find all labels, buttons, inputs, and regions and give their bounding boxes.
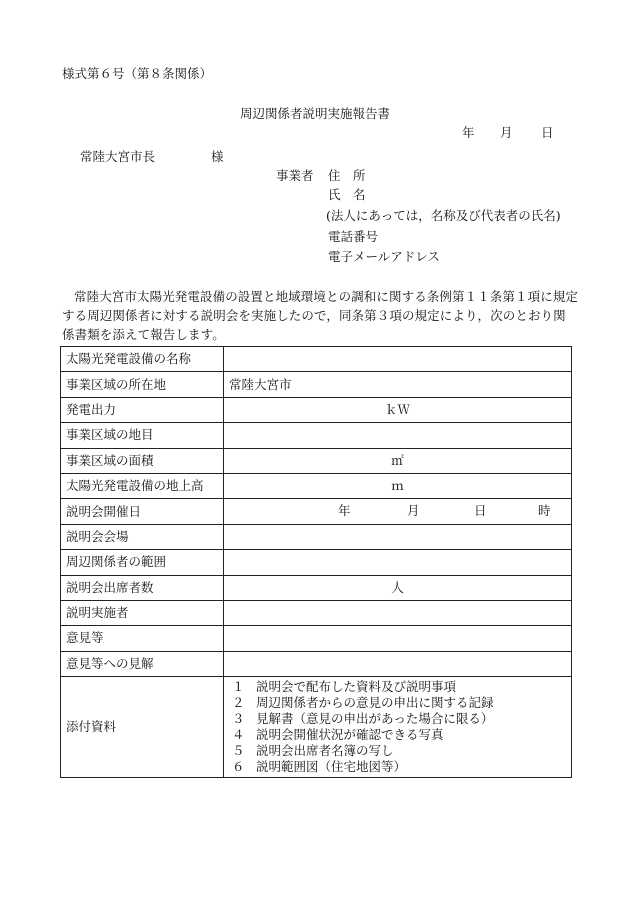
attachments-list <box>224 677 572 778</box>
meeting-day-unit: 日 <box>474 503 487 519</box>
meeting-date-cell[interactable] <box>224 499 572 524</box>
meeting-month-unit: 月 <box>407 503 420 519</box>
venue-cell[interactable] <box>224 524 572 549</box>
report-table <box>60 346 572 778</box>
addressee: 常陸大宮市長 <box>80 149 156 164</box>
unit-kw: ｋＷ <box>384 401 410 417</box>
table-row <box>61 524 572 549</box>
unit-m: ｍ <box>391 478 404 494</box>
table-row <box>61 626 572 651</box>
meeting-hour-unit: 時 <box>538 503 551 519</box>
meeting-year-unit: 年 <box>338 503 351 519</box>
row-label: 説明実施者 <box>61 600 224 625</box>
table-row <box>61 372 572 397</box>
table-row <box>61 575 572 600</box>
table-row <box>61 448 572 473</box>
unit-persons: 人 <box>391 579 404 595</box>
list-item: ３ 見解書（意見の申出があった場合に限る） <box>232 711 494 727</box>
row-label: 太陽光発電設備の名称 <box>61 347 224 372</box>
row-label: 説明会会場 <box>61 524 224 549</box>
list-item: ４ 説明会開催状況が確認できる写真 <box>232 727 444 743</box>
date-day-label: 日 <box>541 125 554 140</box>
row-label: 事業区域の所在地 <box>61 372 224 397</box>
location-cell[interactable]: 常陸大宮市 <box>224 372 572 397</box>
table-row <box>61 347 572 372</box>
area-cell[interactable] <box>224 448 572 473</box>
address-label: 住 所 <box>328 168 366 183</box>
table-row <box>61 677 572 778</box>
table-row <box>61 600 572 625</box>
row-label: 説明会出席者数 <box>61 575 224 600</box>
form-number: 様式第６号（第８条関係） <box>62 66 213 81</box>
facility-name-cell[interactable] <box>224 347 572 372</box>
table-row <box>61 499 572 524</box>
scope-cell[interactable] <box>224 550 572 575</box>
row-label: 事業区域の地目 <box>61 423 224 448</box>
table-row <box>61 651 572 676</box>
honorific: 様 <box>211 149 224 164</box>
land-category-cell[interactable] <box>224 423 572 448</box>
table-row <box>61 550 572 575</box>
presenter-cell[interactable] <box>224 600 572 625</box>
list-item: ６ 説明範囲図（住宅地図等） <box>232 759 407 775</box>
phone-label: 電話番号 <box>328 229 379 244</box>
table-row <box>61 473 572 498</box>
date-year-label: 年 <box>462 125 475 140</box>
row-label: 説明会開催日 <box>61 499 224 524</box>
email-label: 電子メールアドレス <box>328 249 440 264</box>
row-label: 太陽光発電設備の地上高 <box>61 473 224 498</box>
applicant-label: 事業者 <box>276 168 314 183</box>
intro-paragraph: 常陸大宮市太陽光発電設備の設置と地域環境との調和に関する条例第１１条第１項に規定する周辺関係者に対する説明会を実施したので，同条第３項の規定により，次のとおり関係書類を添えて報告します。 <box>62 289 579 342</box>
document-title: 周辺関係者説明実施報告書 <box>239 106 390 121</box>
unit-m2: ㎡ <box>391 452 404 468</box>
row-label: 意見等への見解 <box>61 651 224 676</box>
attachments-label: 添付資料 <box>61 677 224 778</box>
list-item: ５ 説明会出席者名簿の写し <box>232 743 394 759</box>
attendees-cell[interactable] <box>224 575 572 600</box>
row-label: 発電出力 <box>61 397 224 422</box>
response-cell[interactable] <box>224 651 572 676</box>
date-month-label: 月 <box>500 125 513 140</box>
row-label: 事業区域の面積 <box>61 448 224 473</box>
table-row <box>61 423 572 448</box>
list-item: １ 説明会で配布した資料及び説明事項 <box>232 679 457 695</box>
corporate-note: (法人にあっては，名称及び代表者の氏名) <box>326 208 561 223</box>
list-item: ２ 周辺関係者からの意見の申出に関する記録 <box>232 695 494 711</box>
row-label: 周辺関係者の範囲 <box>61 550 224 575</box>
name-label: 氏 名 <box>328 187 366 202</box>
output-cell[interactable] <box>224 397 572 422</box>
row-label: 意見等 <box>61 626 224 651</box>
opinions-cell[interactable] <box>224 626 572 651</box>
table-row <box>61 397 572 422</box>
height-cell[interactable] <box>224 473 572 498</box>
